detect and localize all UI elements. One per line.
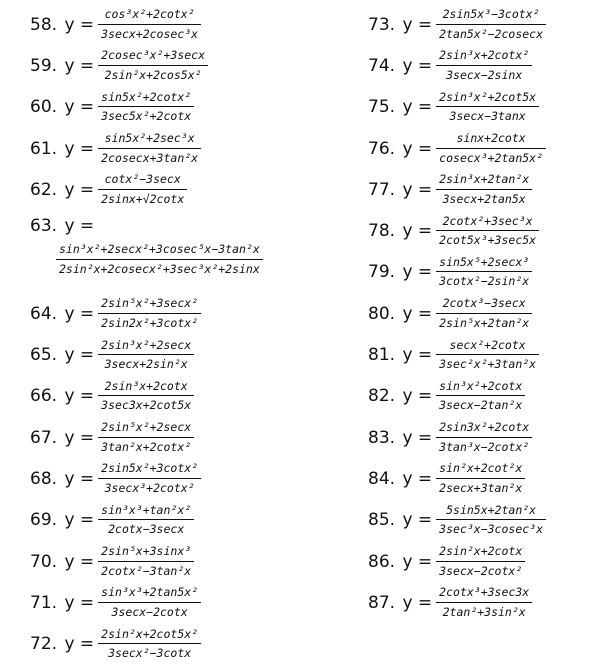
problem-number: 79. (368, 262, 396, 283)
problem-number: 63. (30, 216, 58, 237)
problem-number: 60. (30, 97, 58, 118)
problem-number: 67. (30, 427, 58, 448)
problem-label (368, 180, 436, 200)
problem-number: 71. (30, 592, 58, 613)
problem-label (30, 386, 98, 406)
problem-item (30, 623, 330, 664)
problem-number: 72. (30, 634, 58, 655)
y-equals: y = (64, 138, 95, 159)
denominator: 2secx+3tan²x (439, 480, 523, 495)
numerator: secx²+2cotx (449, 337, 526, 352)
problem-label (30, 15, 98, 35)
problem-number: 78. (368, 221, 396, 242)
problem-item (368, 376, 608, 417)
fraction (436, 213, 539, 248)
problem-label (368, 552, 436, 572)
fraction (436, 337, 539, 372)
denominator: 2sin²x+2cos5x² (104, 67, 202, 82)
problem-label (30, 552, 98, 572)
numerator: sin³x²+2cotx (439, 378, 523, 393)
fraction (98, 174, 187, 205)
fraction (436, 463, 525, 494)
right-column (368, 4, 608, 623)
problem-label (368, 56, 436, 76)
problem-number: 68. (30, 468, 58, 489)
problem-label (368, 345, 436, 365)
problem-label (368, 15, 436, 35)
y-equals: y = (402, 179, 433, 200)
y-equals: y = (402, 345, 433, 366)
numerator: 2sin5x³−3cotx² (442, 7, 540, 22)
denominator: 3tan²x+2cotx² (101, 439, 192, 454)
problem-number: 77. (368, 179, 396, 200)
problem-label (368, 386, 436, 406)
problem-item (368, 87, 608, 128)
numerator: sin5x²+2sec³x (104, 131, 195, 146)
problem-label (30, 97, 98, 117)
problem-item (368, 417, 608, 458)
denominator: 3sec²x²+3tan²x (439, 357, 537, 372)
problem-label (30, 428, 98, 448)
problem-number: 61. (30, 138, 58, 159)
fraction (436, 378, 525, 413)
y-equals: y = (402, 510, 433, 531)
y-equals: y = (64, 97, 95, 118)
problem-number: 59. (30, 55, 58, 76)
numerator: sin5x⁵+2secx³ (439, 254, 530, 269)
denominator: 3secx+2sin²x (104, 357, 188, 372)
problem-item (30, 417, 330, 458)
fraction (436, 422, 532, 453)
problem-number: 83. (368, 427, 396, 448)
problem-number: 87. (368, 592, 396, 613)
y-equals: y = (64, 468, 95, 489)
fraction (436, 587, 532, 618)
fraction (56, 244, 263, 275)
y-equals: y = (64, 216, 95, 237)
problem-label (368, 304, 436, 324)
y-equals: y = (64, 510, 95, 531)
denominator: 3secx−2sinx (446, 67, 523, 82)
problem-number: 58. (30, 14, 58, 35)
numerator: sin³x²+2secx²+3cosec⁵x−3tan²x (59, 242, 260, 257)
problem-item (30, 87, 330, 128)
problem-number: 81. (368, 345, 396, 366)
fraction (98, 298, 201, 329)
numerator: 2sin²x+2cot5x² (101, 626, 199, 641)
left-column (30, 4, 330, 665)
denominator: 2sinx+√2cotx (101, 191, 185, 206)
y-equals: y = (402, 97, 433, 118)
numerator: 2sin⁵x²+3secx² (101, 296, 199, 311)
denominator: 2cosecx+3tan²x (101, 150, 199, 165)
fraction (98, 546, 194, 577)
fraction (98, 626, 201, 661)
problem-label (368, 97, 436, 117)
denominator: 2sin⁵x+2tan²x (439, 315, 530, 330)
fraction (98, 502, 194, 537)
denominator: 2tan²+3sin²x (442, 604, 526, 619)
problem-item (368, 169, 608, 210)
denominator: 3secx−2cotx (111, 604, 188, 619)
problem-item (30, 334, 330, 375)
problem-item (368, 582, 608, 623)
denominator: 3sec3x+2cot5x (101, 398, 192, 413)
problem-item (30, 293, 330, 334)
numerator: cotx²−3secx (104, 172, 181, 187)
problem-label (368, 262, 436, 282)
y-equals: y = (402, 468, 433, 489)
problem-label (368, 139, 436, 159)
fraction (436, 298, 532, 329)
problem-item (368, 293, 608, 334)
fraction (98, 378, 194, 413)
problem-item (368, 128, 608, 169)
numerator: sin³x³+tan²x² (101, 502, 192, 517)
problem-label (30, 469, 98, 489)
numerator: 2cotx³−3secx (442, 296, 526, 311)
problem-label (30, 216, 98, 236)
problem-item (30, 45, 330, 86)
numerator: sinx+2cotx (456, 131, 526, 146)
problem-item (30, 541, 330, 582)
denominator: 2cotx²−3tan²x (101, 563, 192, 578)
problem-label (30, 634, 98, 654)
numerator: sin³x³+2tan5x² (101, 585, 199, 600)
y-equals: y = (64, 303, 95, 324)
problem-number: 80. (368, 303, 396, 324)
problem-label (368, 469, 436, 489)
denominator: 3sec5x²+2cotx (101, 109, 192, 124)
y-equals: y = (402, 138, 433, 159)
y-equals: y = (64, 14, 95, 35)
numerator: 5sin5x+2tan²x (446, 502, 537, 517)
problem-number: 86. (368, 551, 396, 572)
problem-number: 69. (30, 510, 58, 531)
numerator: 2sin³x+2cotx (104, 378, 188, 393)
y-equals: y = (402, 427, 433, 448)
numerator: sin5x²+2cotx² (101, 89, 192, 104)
problem-label (368, 593, 436, 613)
fraction (436, 174, 532, 205)
problem-item (368, 541, 608, 582)
fraction (98, 133, 201, 164)
problem-number: 73. (368, 14, 396, 35)
problem-number: 66. (30, 386, 58, 407)
y-equals: y = (402, 262, 433, 283)
fraction (436, 502, 546, 537)
y-equals: y = (402, 592, 433, 613)
y-equals: y = (402, 55, 433, 76)
problem-item (30, 582, 330, 623)
fraction (98, 50, 208, 81)
y-equals: y = (64, 179, 95, 200)
numerator: 2cosec³x²+3secx (101, 48, 206, 63)
problem-number: 65. (30, 345, 58, 366)
problem-item (368, 500, 608, 541)
problem-number: 84. (368, 468, 396, 489)
problem-label (30, 510, 98, 530)
problem-item (30, 376, 330, 417)
numerator: cos³x²+2cotx² (104, 7, 195, 22)
numerator: 2cotx³+3sec3x (439, 585, 530, 600)
problem-item (30, 4, 330, 45)
problem-label (30, 180, 98, 200)
numerator: 2sin⁵x²+2secx (101, 420, 192, 435)
y-equals: y = (64, 427, 95, 448)
denominator: 2cotx−3secx (108, 522, 185, 537)
problem-item (368, 334, 608, 375)
numerator: 2sin⁵x+3sinx³ (101, 544, 192, 558)
problem-item (30, 500, 330, 541)
denominator: 3tan³x−2cotx² (439, 439, 530, 454)
denominator: 2sin2x²+3cotx² (101, 315, 199, 330)
denominator: 3secx−3tanx (449, 109, 526, 124)
problem-label (30, 593, 98, 613)
problem-item (368, 210, 608, 251)
denominator: 3secx²−3cotx (108, 646, 192, 661)
problem-item (368, 4, 608, 45)
y-equals: y = (402, 221, 433, 242)
fraction (436, 133, 546, 164)
numerator: 2sin5x²+3cotx² (101, 461, 199, 476)
problem-number: 76. (368, 138, 396, 159)
denominator: 3sec³x−3cosec³x (439, 522, 544, 537)
denominator: 2cot5x³+3sec5x (439, 233, 537, 248)
denominator: 3secx³+2cotx² (104, 480, 195, 495)
y-equals: y = (64, 345, 95, 366)
problem-item (368, 458, 608, 499)
fraction (436, 50, 532, 81)
fraction (436, 9, 546, 40)
problem-label (368, 428, 436, 448)
problem-label (30, 345, 98, 365)
fraction (436, 254, 532, 289)
numerator: sin²x+2cot²x (439, 461, 523, 476)
problem-number: 82. (368, 386, 396, 407)
numerator: 2sin3x²+2cotx (439, 420, 530, 435)
problem-label (30, 56, 98, 76)
problem-label (30, 139, 98, 159)
y-equals: y = (402, 551, 433, 572)
problem-number: 70. (30, 551, 58, 572)
problem-number: 85. (368, 510, 396, 531)
y-equals: y = (64, 551, 95, 572)
problem-number: 74. (368, 55, 396, 76)
problem-number: 75. (368, 97, 396, 118)
problem-label (368, 510, 436, 530)
numerator: 2cotx²+3sec³x (442, 213, 533, 228)
numerator: 2sin³x²+2secx (101, 337, 192, 352)
denominator: 3secx+2tan5x (442, 191, 526, 206)
problem-item (30, 458, 330, 499)
problem-item (30, 128, 330, 169)
denominator: cosecx³+2tan5x² (439, 150, 544, 165)
numerator: 2sin³x²+2cot5x (439, 89, 537, 104)
problem-item (368, 45, 608, 86)
y-equals: y = (64, 592, 95, 613)
y-equals: y = (402, 14, 433, 35)
numerator: 2sin³x+2cotx² (439, 48, 530, 63)
problem-item (30, 210, 330, 293)
y-equals: y = (402, 386, 433, 407)
fraction (98, 422, 194, 453)
fraction (98, 587, 201, 618)
fraction (98, 463, 201, 494)
denominator: 2tan5x²−2cosecx (439, 26, 544, 41)
problem-number: 62. (30, 179, 58, 200)
denominator: 3secx−2tan²x (439, 398, 523, 413)
problem-item (368, 252, 608, 293)
denominator: 3secx+2cosec³x (101, 26, 199, 41)
fraction (98, 89, 194, 124)
y-equals: y = (402, 303, 433, 324)
denominator: 3secx−2cotx² (439, 563, 523, 578)
y-equals: y = (64, 386, 95, 407)
fraction (98, 337, 194, 372)
fraction (98, 9, 201, 40)
y-equals: y = (64, 634, 95, 655)
fraction (436, 546, 525, 577)
problem-label (368, 221, 436, 241)
y-equals: y = (64, 55, 95, 76)
numerator: 2sin²x+2cotx (439, 544, 523, 558)
problem-label (30, 304, 98, 324)
denominator: 2sin²x+2cosecx²+3sec³x²+2sinx (59, 261, 260, 276)
problem-item (30, 169, 330, 210)
problem-number: 64. (30, 303, 58, 324)
numerator: 2sin³x+2tan²x (439, 172, 530, 187)
denominator: 3cotx²−2sin²x (439, 274, 530, 289)
fraction (436, 89, 539, 124)
